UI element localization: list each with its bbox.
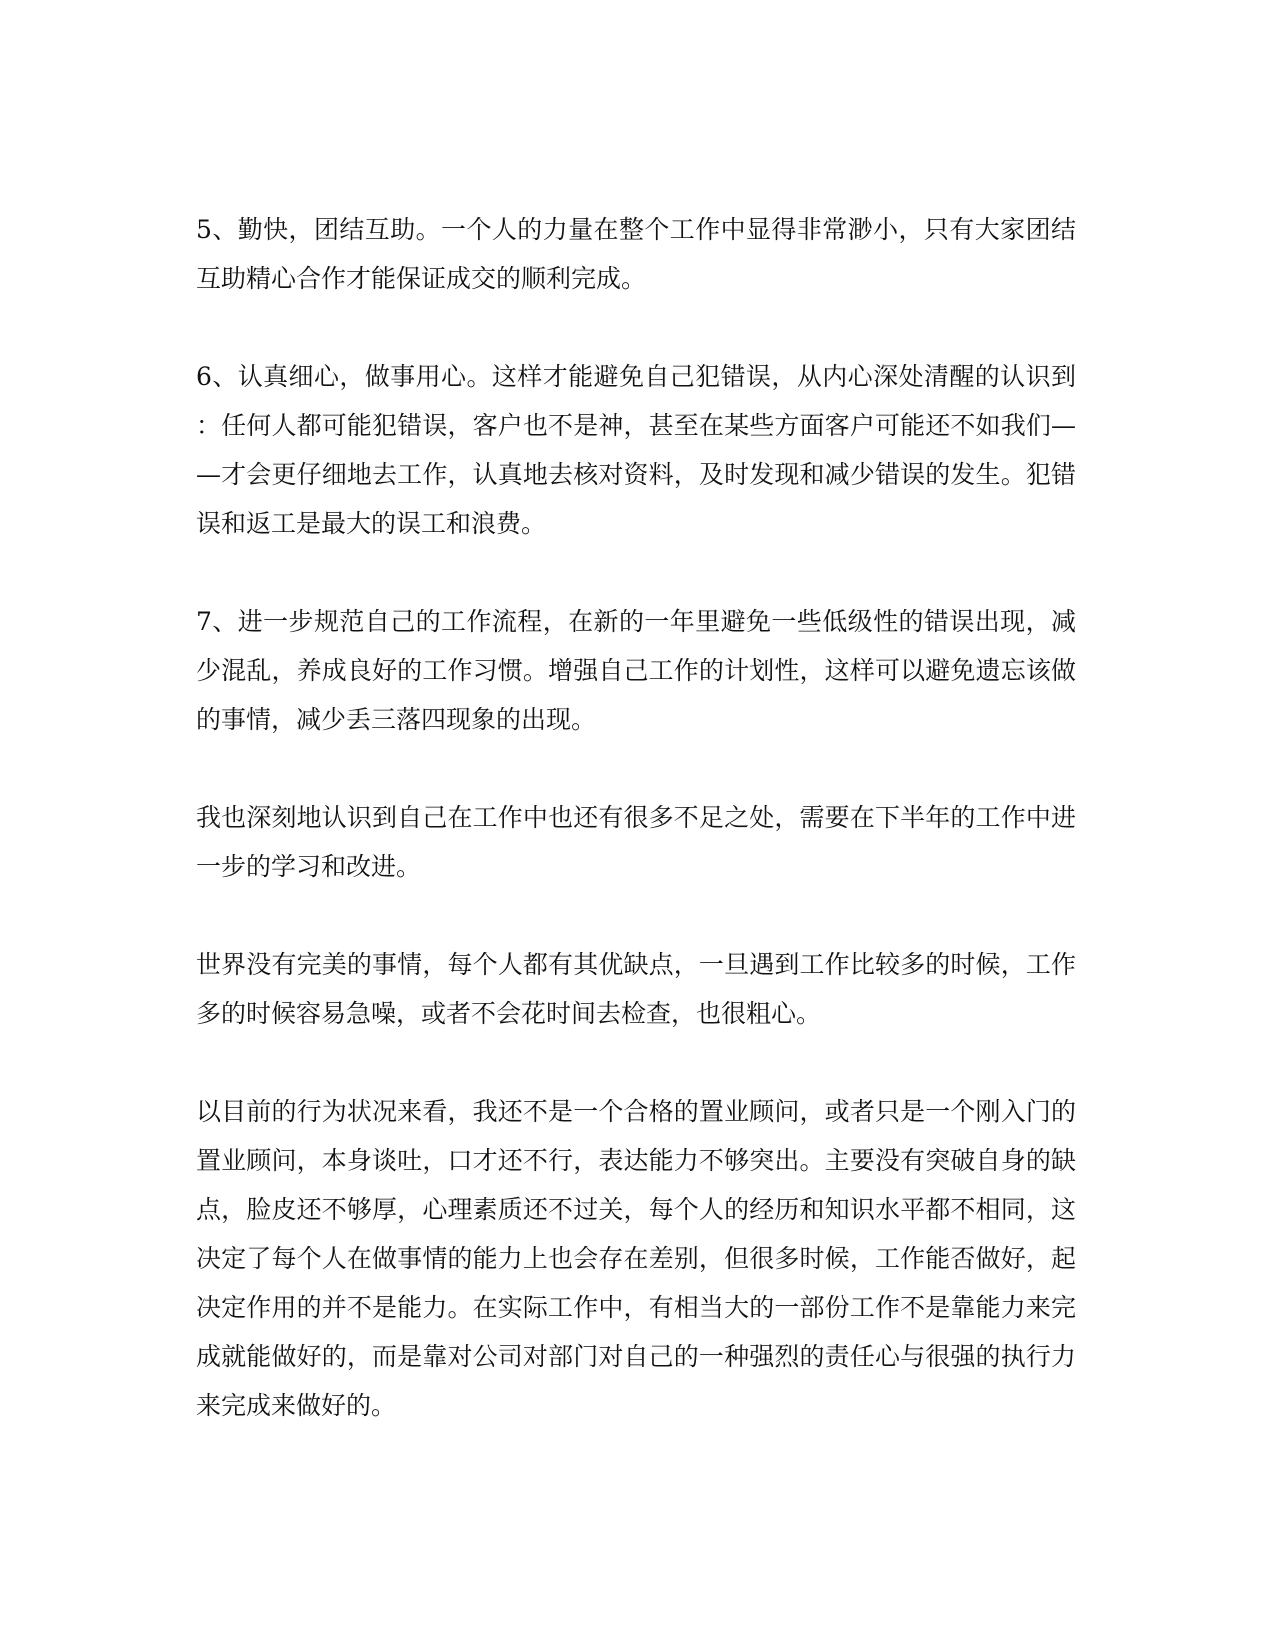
document-body [196,205,1076,1430]
paragraph-item-7: 7、进一步规范自己的工作流程，在新的一年里避免一些低级性的错误出现，减少混乱，养成良好的工作习惯。增强自己工作的计划性，这样可以避免遗忘该做的事情，减少丢三落四现象的出现。 [196,607,1076,734]
paragraph-item-5: 5、勤快，团结互助。一个人的力量在整个工作中显得非常渺小，只有大家团结互助精心合作才能保证成交的顺利完成。 [196,215,1076,293]
paragraph-item-6: 6、认真细心，做事用心。这样才能避免自己犯错误，从内心深处清醒的认识到：任何人都可能犯错误，客户也不是神，甚至在某些方面客户可能还不如我们——才会更仔细地去工作，认真地去核对资料，及时发现和减少错误的发生。犯错误和返工是最大的误工和浪费。 [196,362,1076,538]
paragraph-current-status: 以目前的行为状况来看，我还不是一个合格的置业顾问，或者只是一个刚入门的置业顾问，本身谈吐，口才还不行，表达能力不够突出。主要没有突破自身的缺点，脸皮还不够厚，心理素质还不过关，每个人的经历和知识水平都不相同，这决定了每个人在做事情的能力上也会存在差别，但很多时候，工作能否做好，起决定作用的并不是能力。在实际工作中，有相当大的一部份工作不是靠能力来完成就能做好的，而是靠对公司对部门对自己的一种强烈的责任心与很强的执行力来完成来做好的。 [196,1097,1076,1420]
paragraph-self-reflection: 我也深刻地认识到自己在工作中也还有很多不足之处，需要在下半年的工作中进一步的学习和改进。 [196,803,1076,881]
paragraph-shortcomings: 世界没有完美的事情，每个人都有其优缺点，一旦遇到工作比较多的时候，工作多的时候容易急噪，或者不会花时间去检查，也很粗心。 [196,950,1076,1028]
